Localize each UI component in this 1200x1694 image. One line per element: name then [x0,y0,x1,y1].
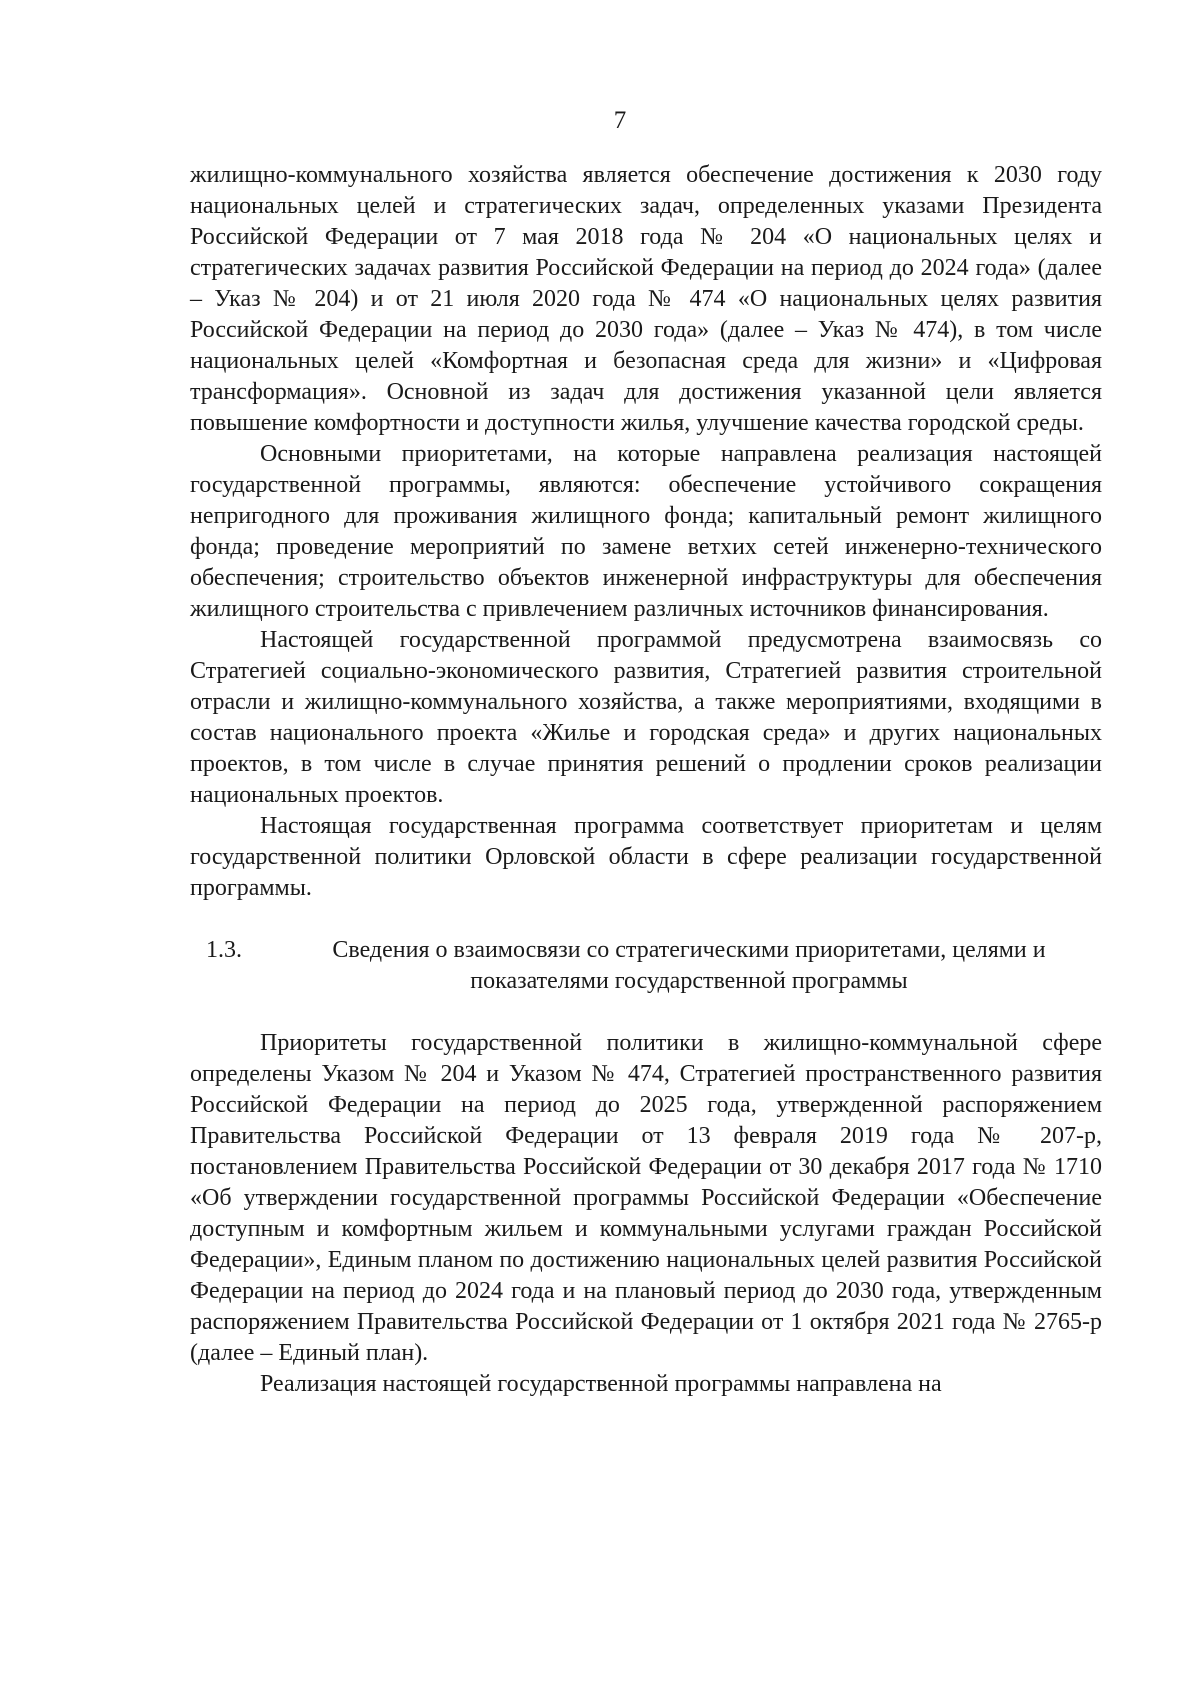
section-number: 1.3. [206,937,242,963]
paragraph: жилищно-коммунального хозяйства является обеспечение достижения к 2030 году национальных целей и стратегических задач, определенных указами Президента Российской Федерации от 7 мая 2018 года № 204 «О национальных целях и стратегических задачах развития Российской Федерации на период до 2024 года» (далее – Указ № 204) и от 21 июля 2020 года № 474 «О национальных целях развития Российской Федерации на период до 2030 года» (далее – Указ № 474), в том числе национальных целей «Комфортная и безопасная среда для жизни» и «Цифровая трансформация». Основной из задач для достижения указанной цели является повышение комфортности и доступности жилья, улучшение качества городской среды. [190,162,1102,436]
paragraph: Приоритеты государственной политики в жилищно-коммунальной сфере определены Указом № 204 и Указом № 474, Стратегией пространственного развития Российской Федерации на период до 2025 года, утвержденной распоряжением Правительства Российской Федерации от 13 февраля 2019 года № 207-р, постановлением Правительства Российской Федерации от 30 декабря 2017 года № 1710 «Об утверждении государственной программы Российской Федерации «Обеспечение доступным и комфортным жильем и коммунальными услугами граждан Российской Федерации», Единым планом по достижению национальных целей развития Российской Федерации на период до 2024 года и на плановый период до 2030 года, утвержденным распоряжением Правительства Российской Федерации от 1 октября 2021 года № 2765-р (далее – Единый план). [190,1030,1102,1366]
page-number: 7 [613,107,627,134]
paragraph: Основными приоритетами, на которые направлена реализация настоящей государственной программы, являются: обеспечение устойчивого сокращения непригодного для проживания жилищного фонда; капитальный ремонт жилищного фонда; проведение мероприятий по замене ветхих сетей инженерно-технического обеспечения; строительство объектов инженерной инфраструктуры для обеспечения жилищного строительства с привлечением различных источников финансирования. [190,441,1102,622]
paragraph: Настоящая государственная программа соответствует приоритетам и целям государственной политики Орловской области в сфере реализации государственной программы. [190,813,1102,901]
paragraph: Настоящей государственной программой предусмотрена взаимосвязь со Стратегией социально-экономического развития, Стратегией развития строительной отрасли и жилищно-коммунального хозяйства, а также мероприятиями, входящими в состав национального проекта «Жилье и городская среда» и других национальных проектов, в том числе в случае принятия решений о продлении сроков реализации национальных проектов. [190,627,1102,808]
document-body [190,160,1102,1400]
section-heading [190,935,1102,997]
paragraph: Реализация настоящей государственной программы направлена на [260,1371,942,1397]
section-title: Сведения о взаимосвязи со стратегическими приоритетами, целями и показателями государственной программы [332,937,1046,994]
